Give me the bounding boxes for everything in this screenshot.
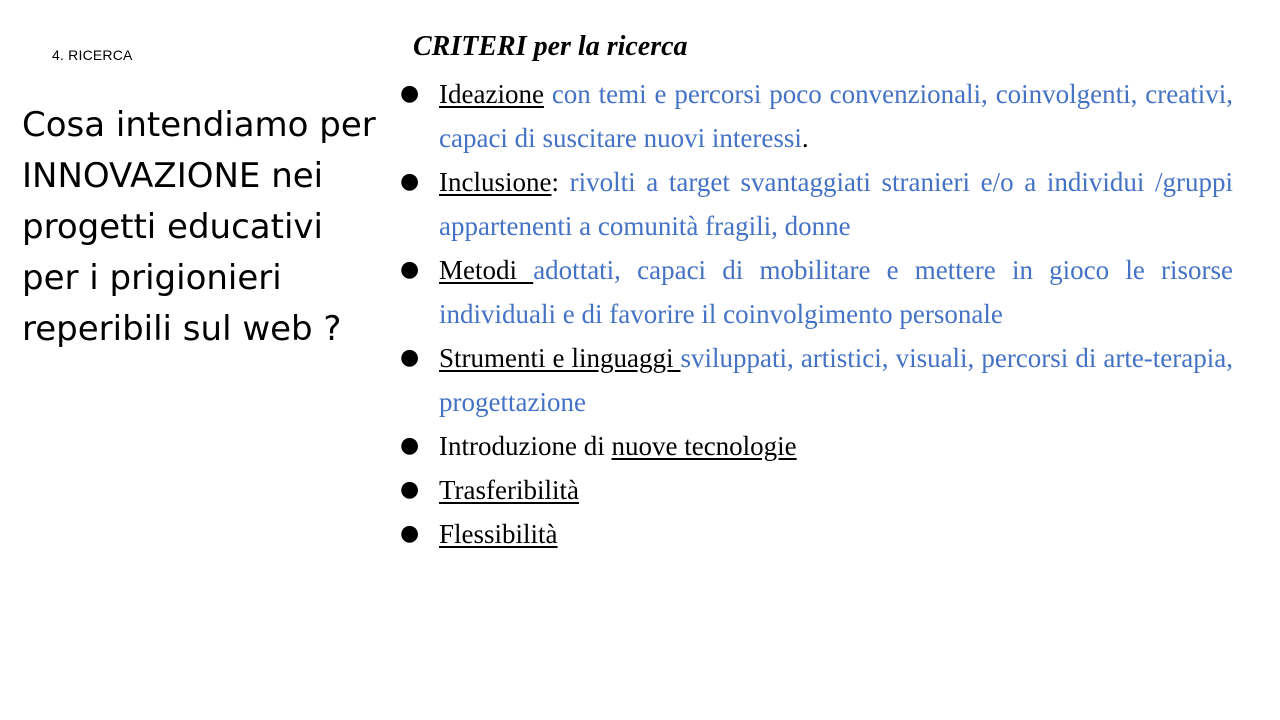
criteria-key: Strumenti e linguaggi (439, 343, 681, 373)
criteria-separator: : (551, 167, 559, 197)
criteria-key: Flessibilità (439, 519, 558, 549)
criteria-description: rivolti a target svantaggiati stranieri e/o a individui /gruppi appartenenti a comunità fragili, donne (439, 167, 1233, 241)
criteria-title: CRITERI per la ricerca (413, 31, 688, 62)
criteria-item-trasferibilita (398, 468, 1233, 512)
criteria-item-inclusione (398, 160, 1233, 248)
criteria-prefix: Introduzione di (439, 431, 612, 461)
criteria-key: Inclusione (439, 167, 552, 197)
section-label: 4. RICERCA (52, 47, 133, 63)
criteria-item-tecnologie (398, 424, 1233, 468)
bullet-icon: ● (400, 521, 420, 546)
criteria-key: Ideazione (439, 79, 544, 109)
criteria-tail: . (801, 123, 809, 153)
slide-question: Cosa intendiamo per INNOVAZIONE nei progetti educativi per i prigionieri reperibili sul web ? (22, 105, 376, 349)
criteria-description: con temi e percorsi poco convenzionali, coinvolgenti, creativi, capaci di suscitare nuovi interessi (439, 79, 1233, 153)
criteria-key: Trasferibilità (439, 475, 579, 505)
criteria-item-strumenti (398, 336, 1233, 424)
bullet-icon: ● (400, 81, 420, 106)
criteria-key: Metodi (439, 255, 534, 285)
criteria-key: nuove tecnologie (611, 431, 797, 461)
bullet-icon: ● (400, 477, 420, 502)
criteria-list (398, 72, 1233, 556)
bullet-icon: ● (400, 433, 420, 458)
criteria-description: adottati, capaci di mobilitare e mettere in gioco le risorse individuali e di favorire il coinvolgimento personale (439, 255, 1234, 329)
criteria-description: sviluppati, artistici, visuali, percorsi di arte-terapia, progettazione (439, 343, 1233, 417)
criteria-item-metodi (398, 248, 1233, 336)
criteria-item-ideazione (398, 72, 1233, 160)
bullet-icon: ● (400, 257, 420, 282)
criteria-item-flessibilita (398, 512, 1233, 556)
bullet-icon: ● (400, 169, 420, 194)
bullet-icon: ● (400, 345, 420, 370)
